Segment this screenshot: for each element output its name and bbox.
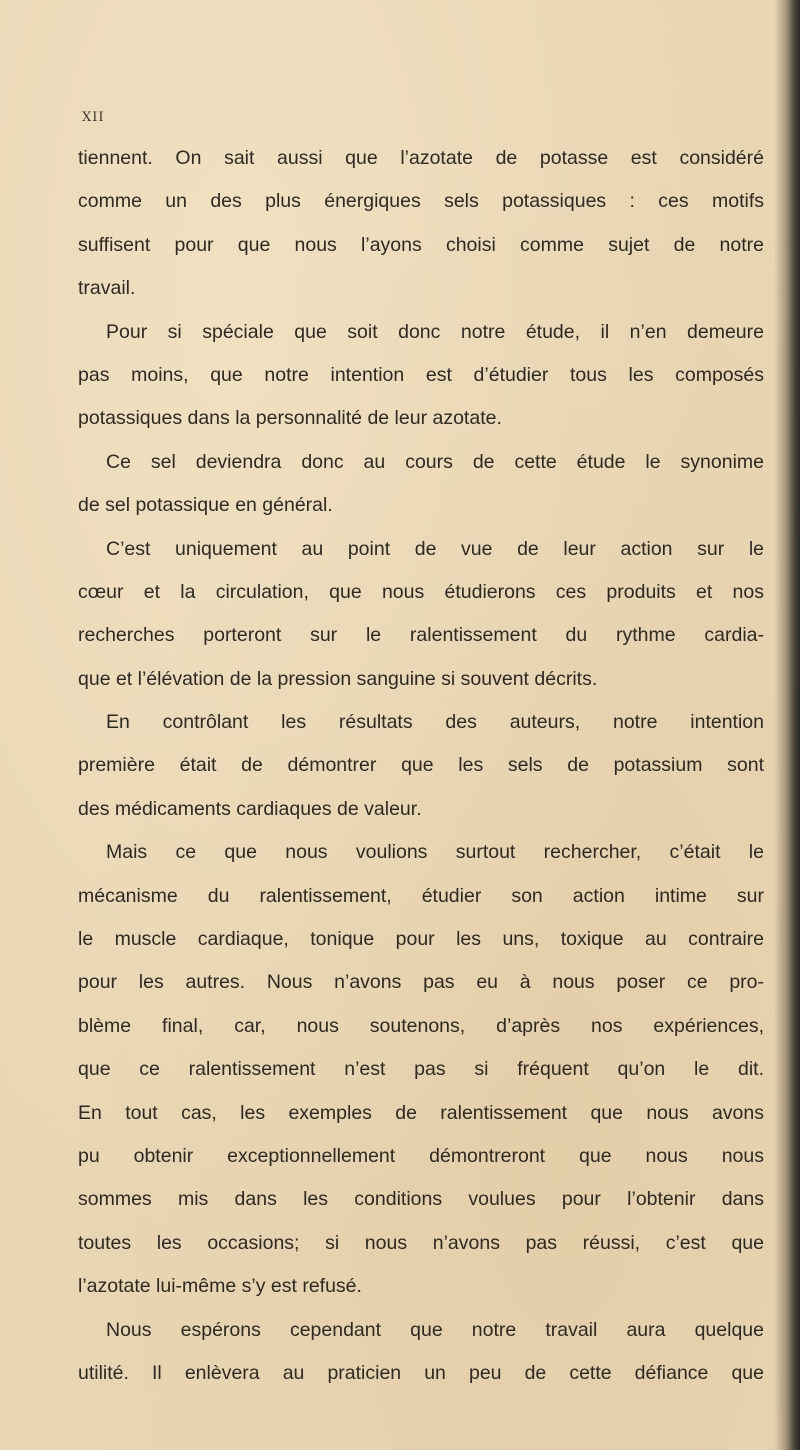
text-line: sommes mis dans les conditions voulues pour l’obtenir dans <box>78 1188 764 1211</box>
text-line: recherches porteront sur le ralentissement du rythme cardia- <box>78 624 764 647</box>
text-line: pour les autres. Nous n’avons pas eu à nous poser ce pro- <box>78 971 764 994</box>
text-line: C’est uniquement au point de vue de leur action sur le <box>106 537 764 560</box>
text-line: cœur et la circulation, que nous étudierons ces produits et nos <box>78 580 764 603</box>
text-line: de sel potassique en général. <box>78 494 333 517</box>
text-line: le muscle cardiaque, tonique pour les uns, toxique au contraire <box>78 928 764 951</box>
text-line: première était de démontrer que les sels de potassium sont <box>78 754 764 777</box>
text-line: comme un des plus énergiques sels potassiques : ces motifs <box>78 190 764 213</box>
page-body-text <box>78 137 764 1395</box>
text-line: tiennent. On sait aussi que l’azotate de potasse est considéré <box>78 147 764 169</box>
text-line: des médicaments cardiaques de valeur. <box>78 797 422 820</box>
page-number: XII <box>82 110 105 125</box>
text-line: En tout cas, les exemples de ralentissement que nous avons <box>78 1101 764 1124</box>
text-line: pu obtenir exceptionnellement démontreront que nous nous <box>78 1144 764 1167</box>
text-line: mécanisme du ralentissement, étudier son action intime sur <box>78 884 764 907</box>
text-line: utilité. Il enlèvera au praticien un peu de cette défiance que <box>78 1361 764 1384</box>
text-line: Nous espérons cependant que notre travail aura quelque <box>106 1318 764 1341</box>
text-line: pas moins, que notre intention est d’étudier tous les composés <box>78 363 764 386</box>
text-line: En contrôlant les résultats des auteurs, notre intention <box>106 711 764 734</box>
page-edge-shadow <box>774 0 800 1450</box>
text-line: Ce sel deviendra donc au cours de cette étude le synonime <box>106 450 764 473</box>
text-line: Pour si spéciale que soit donc notre étude, il n’en demeure <box>106 320 764 343</box>
text-line: que et l’élévation de la pression sanguine si souvent décrits. <box>78 667 598 690</box>
text-line: suffisent pour que nous l’ayons choisi comme sujet de notre <box>78 233 764 256</box>
text-line: l’azotate lui-même s’y est refusé. <box>78 1275 362 1298</box>
text-line: toutes les occasions; si nous n’avons pas réussi, c’est que <box>78 1231 764 1254</box>
text-line: potassiques dans la personnalité de leur azotate. <box>78 407 502 430</box>
text-line: Mais ce que nous voulions surtout rechercher, c’était le <box>106 841 764 864</box>
text-line: blème final, car, nous soutenons, d’après nos expériences, <box>78 1014 764 1037</box>
text-line: que ce ralentissement n’est pas si fréquent qu’on le dit. <box>78 1058 764 1081</box>
text-line: travail. <box>78 277 136 300</box>
